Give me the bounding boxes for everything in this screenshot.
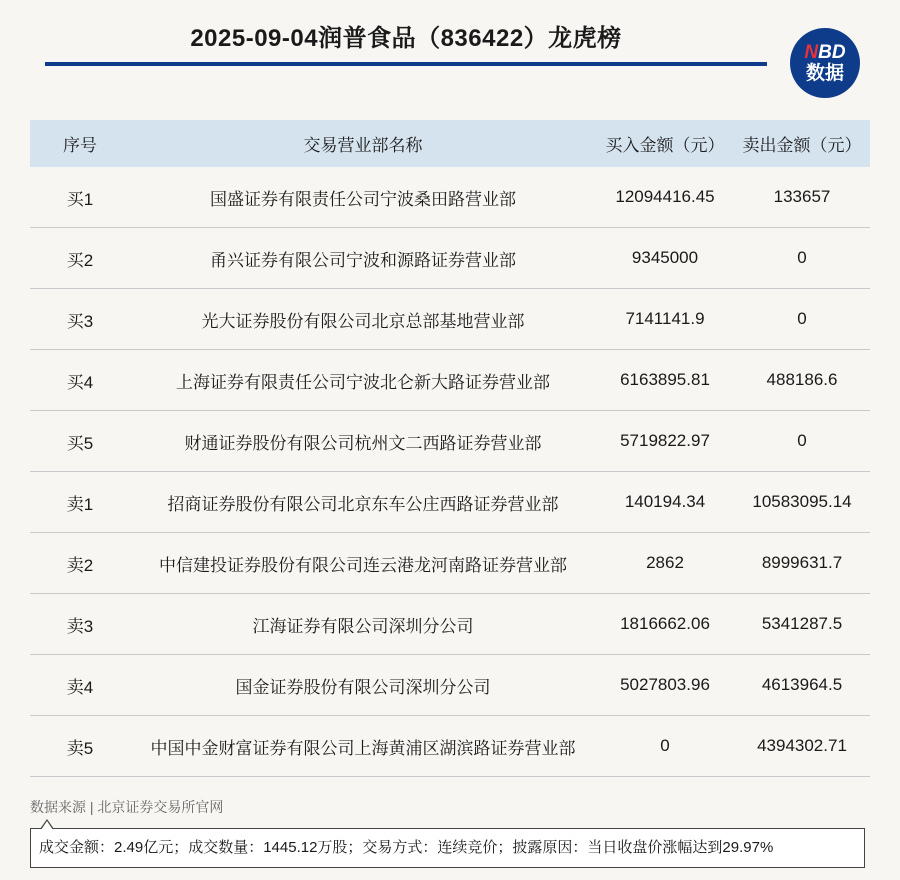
trade-summary-note: 成交金额：2.49亿元；成交数量：1445.12万股；交易方式：连续竞价；披露原因：当日收盘价涨幅达到29.97%: [30, 828, 865, 868]
header-branch-name: 交易营业部名称: [130, 120, 596, 167]
sell-amount: 0: [734, 411, 870, 472]
branch-name: 国金证券股份有限公司深圳分公司: [130, 655, 596, 716]
sell-amount: 5341287.5: [734, 594, 870, 655]
branch-name: 江海证券有限公司深圳分公司: [130, 594, 596, 655]
header-buy-amount: 买入金额（元）: [596, 120, 734, 167]
buy-amount: 0: [596, 716, 734, 777]
table-row: [30, 472, 870, 533]
table-row: [30, 594, 870, 655]
sell-amount: 4613964.5: [734, 655, 870, 716]
row-index: 买4: [30, 350, 130, 411]
sell-amount: 4394302.71: [734, 716, 870, 777]
buy-amount: 2862: [596, 533, 734, 594]
note-pointer-fill: [41, 821, 53, 830]
nbd-logo: [790, 28, 860, 98]
row-index: 卖3: [30, 594, 130, 655]
table-row: [30, 289, 870, 350]
sell-amount: 10583095.14: [734, 472, 870, 533]
table-row: [30, 350, 870, 411]
title-underline: [45, 62, 767, 66]
data-source: 数据来源 | 北京证券交易所官网: [30, 799, 224, 815]
sell-amount: 0: [734, 289, 870, 350]
branch-name: 招商证券股份有限公司北京东车公庄西路证券营业部: [130, 472, 596, 533]
buy-amount: 7141141.9: [596, 289, 734, 350]
branch-name: 财通证券股份有限公司杭州文二西路证券营业部: [130, 411, 596, 472]
buy-amount: 6163895.81: [596, 350, 734, 411]
table-header-row: [30, 120, 870, 167]
table-row: [30, 533, 870, 594]
branch-name: 中国中金财富证券有限公司上海黄浦区湖滨路证券营业部: [130, 716, 596, 777]
row-index: 卖4: [30, 655, 130, 716]
header-sell-amount: 卖出金额（元）: [734, 120, 870, 167]
logo-text-top: NBD: [804, 42, 846, 63]
row-index: 买2: [30, 228, 130, 289]
buy-amount: 5719822.97: [596, 411, 734, 472]
header-index: 序号: [30, 120, 130, 167]
table-row: [30, 228, 870, 289]
buy-amount: 140194.34: [596, 472, 734, 533]
table-row: [30, 716, 870, 777]
table-row: [30, 411, 870, 472]
buy-amount: 1816662.06: [596, 594, 734, 655]
row-index: 卖1: [30, 472, 130, 533]
page-title: 2025-09-04润普食品（836422）龙虎榜: [190, 25, 622, 52]
buy-amount: 12094416.45: [596, 167, 734, 228]
row-index: 卖5: [30, 716, 130, 777]
branch-name: 甬兴证券有限公司宁波和源路证券营业部: [130, 228, 596, 289]
branch-name: 中信建投证券股份有限公司连云港龙河南路证券营业部: [130, 533, 596, 594]
table-row: [30, 167, 870, 228]
dragon-tiger-table: [30, 120, 870, 777]
row-index: 卖2: [30, 533, 130, 594]
buy-amount: 5027803.96: [596, 655, 734, 716]
branch-name: 国盛证券有限责任公司宁波桑田路营业部: [130, 167, 596, 228]
sell-amount: 0: [734, 228, 870, 289]
row-index: 买3: [30, 289, 130, 350]
row-index: 买1: [30, 167, 130, 228]
branch-name: 光大证券股份有限公司北京总部基地营业部: [130, 289, 596, 350]
row-index: 买5: [30, 411, 130, 472]
sell-amount: 8999631.7: [734, 533, 870, 594]
table-row: [30, 655, 870, 716]
sell-amount: 488186.6: [734, 350, 870, 411]
sell-amount: 133657: [734, 167, 870, 228]
logo-text-bottom: 数据: [805, 63, 844, 84]
branch-name: 上海证券有限责任公司宁波北仑新大路证券营业部: [130, 350, 596, 411]
buy-amount: 9345000: [596, 228, 734, 289]
